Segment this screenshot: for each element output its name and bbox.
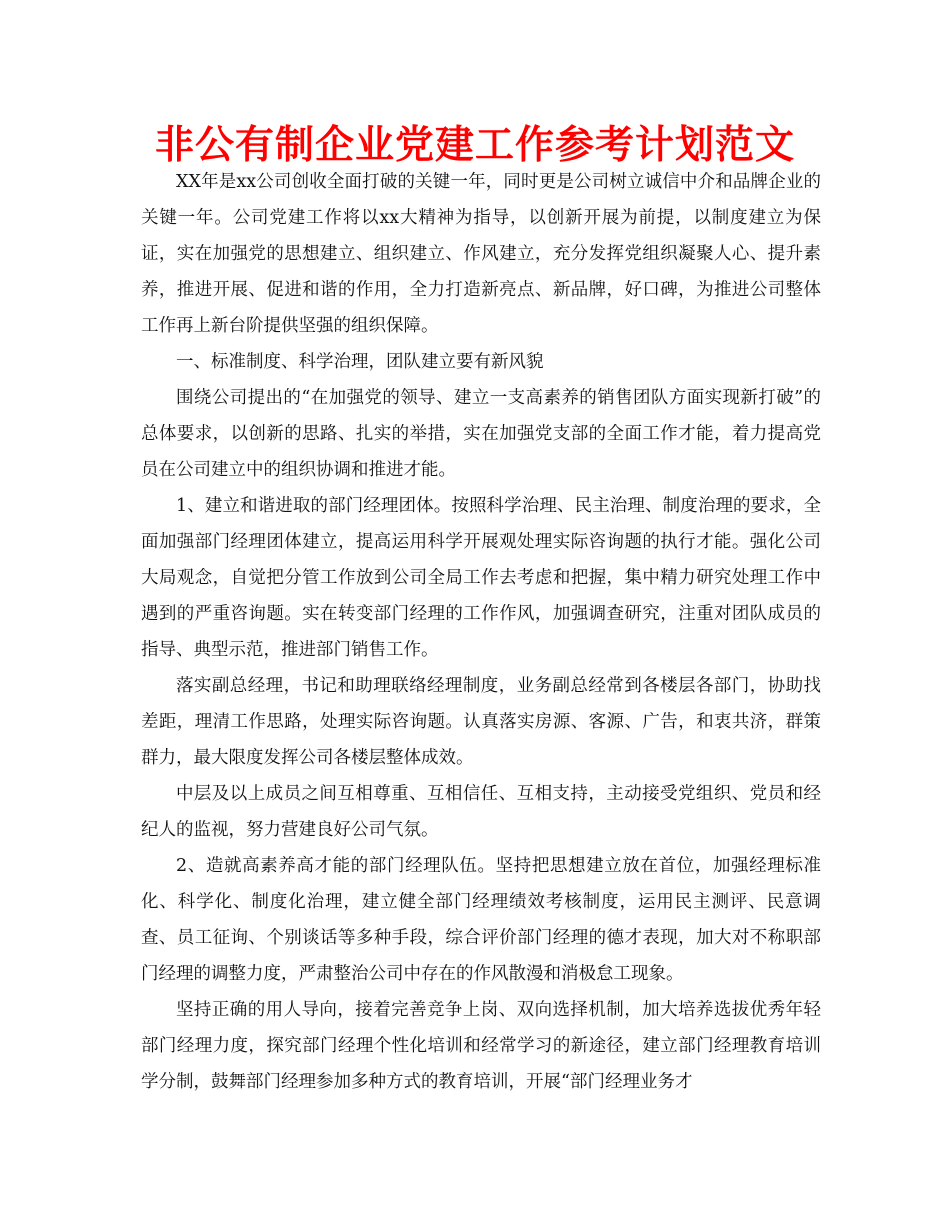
section-heading-1: 一、标准制度、科学治理，团队建立要有新风貌 bbox=[176, 352, 544, 372]
paragraph-intro: XX年是xx公司创收全面打破的关键一年，同时更是公司树立诚信中介和品牌企业的关键一年。公司党建工作将以xx大精神为指导，以创新开展为前提，以制度建立为保证，实在加强党的思想建立、组织建立、作风建立，充分发挥党组织凝聚人心、提升素养，推进开展、促进和谐的作用，全力打造新亮点、新品牌，好口碑，为推进公司整体工作再上新台阶提供坚强的组织保障。 bbox=[141, 172, 821, 336]
paragraph-employment-orientation: 坚持正确的用人导向，接着完善竞争上岗、双向选择机制，加大培养选拔优秀年轻部门经理力度，探究部门经理个性化培训和经常学习的新途径，建立部门经理教育培训学分制，鼓舞部门经理参加多种方式的教育培训，开展“部门经理业务才 bbox=[141, 1000, 821, 1092]
document-title: 非公有制企业党建工作参考计划范文 bbox=[154, 123, 795, 168]
document-body bbox=[141, 164, 821, 1100]
paragraph-deputy-manager: 落实副总经理，书记和助理联络经理制度，业务副总经常到各楼层各部门，协助找差距，理清工作思路，处理实际咨询题。认真落实房源、客源、广告，和衷共济，群策群力，最大限度发挥公司各楼层整体成效。 bbox=[141, 676, 821, 768]
paragraph-mutual-respect: 中层及以上成员之间互相尊重、互相信任、互相支持，主动接受党组织、党员和经纪人的监视，努力营建良好公司气氛。 bbox=[141, 784, 821, 840]
paragraph-item-2: 2、造就高素养高才能的部门经理队伍。坚持把思想建立放在首位，加强经理标准化、科学化、制度化治理，建立健全部门经理绩效考核制度，运用民主测评、民意调查、员工征询、个别谈话等多种手段，综合评价部门经理的德才表现，加大对不称职部门经理的调整力度，严肃整治公司中存在的作风散漫和消极怠工现象。 bbox=[141, 856, 821, 984]
paragraph-item-1: 1、建立和谐进取的部门经理团体。按照科学治理、民主治理、制度治理的要求，全面加强部门经理团体建立，提高运用科学开展观处理实际咨询题的执行才能。强化公司大局观念，自觉把分管工作放到公司全局工作去考虑和把握，集中精力研究处理工作中遇到的严重咨询题。实在转变部门经理的工作作风，加强调查研究，注重对团队成员的指导、典型示范，推进部门销售工作。 bbox=[141, 496, 821, 660]
paragraph-section-1: 围绕公司提出的“在加强党的领导、建立一支高素养的销售团队方面实现新打破”的总体要求，以创新的思路、扎实的举措，实在加强党支部的全面工作才能，着力提高党员在公司建立中的组织协调和推进才能。 bbox=[141, 388, 821, 480]
